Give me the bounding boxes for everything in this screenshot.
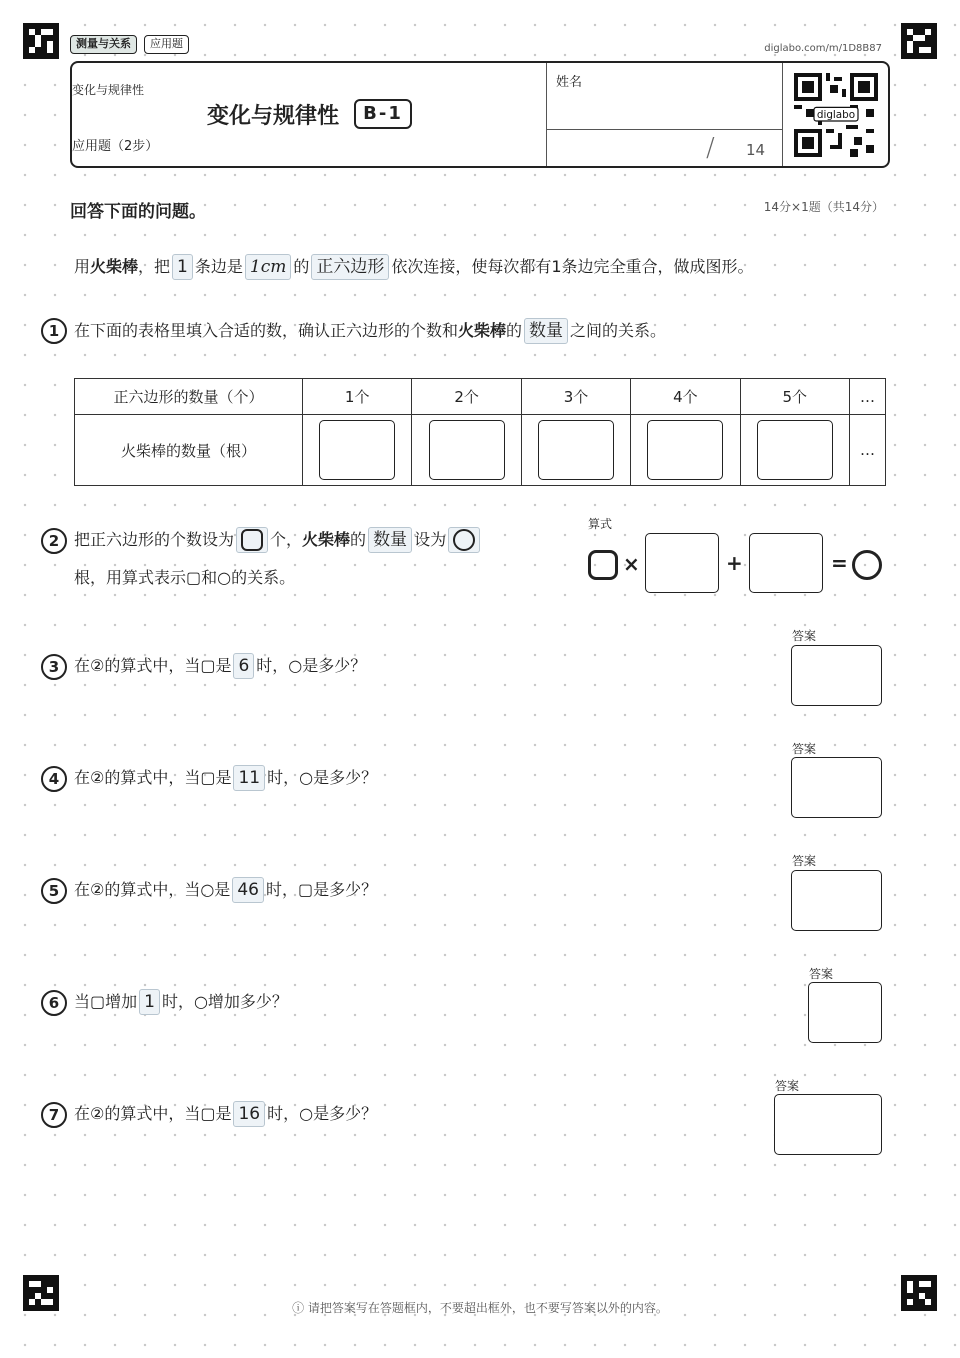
- question-3-text: 在②的算式中，当▢是 6 时，○是多少？: [74, 653, 366, 679]
- score-slash: /: [706, 133, 715, 163]
- hexagon-matchstick-table: [74, 378, 886, 486]
- instruction-heading: 回答下面的问题。: [70, 202, 206, 222]
- header-divider: [546, 63, 547, 166]
- question-4-text: 在②的算式中，当▢是 11 时，○是多少？: [74, 765, 377, 791]
- question-7-text: 在②的算式中，当▢是 16 时，○是多少？: [74, 1101, 377, 1127]
- highlight-value: 数量: [524, 318, 568, 344]
- question-number: 7: [41, 1102, 67, 1128]
- question-number: 4: [41, 766, 67, 792]
- answer-box[interactable]: [808, 982, 882, 1043]
- answer-cell[interactable]: [647, 420, 723, 480]
- question-6-text: 当▢增加 1 时，○增加多少？: [74, 989, 288, 1015]
- question-number: 6: [41, 990, 67, 1016]
- square-icon: [241, 529, 263, 551]
- question-2-text: 把正六边形的个数设为 个，火柴棒的 数量 设为: [74, 527, 482, 553]
- category-tag: 测量与关系: [70, 35, 137, 54]
- answer-cell[interactable]: [429, 420, 505, 480]
- question-1-text: 在下面的表格里填入合适的数，确认正六边形的个数和火柴棒的 数量 之间的关系。: [74, 318, 666, 344]
- worksheet-header: [70, 61, 890, 168]
- answer-box[interactable]: [791, 757, 882, 818]
- svg-text:diglabo: diglabo: [816, 108, 856, 121]
- question-number: 5: [41, 878, 67, 904]
- table-row: [75, 379, 886, 415]
- highlight-value: 1: [172, 254, 193, 280]
- answer-box[interactable]: [791, 870, 882, 931]
- plus-sign: +: [726, 551, 743, 575]
- column-header: 5个: [740, 379, 849, 415]
- answer-label: 答案: [792, 854, 817, 868]
- highlight-value: 6: [233, 653, 254, 679]
- formula-constant-box[interactable]: [749, 533, 823, 593]
- answer-box[interactable]: [774, 1094, 882, 1155]
- name-label: 姓名: [556, 75, 583, 90]
- column-header: 1个: [303, 379, 412, 415]
- page-title: 变化与规律性: [207, 104, 340, 129]
- answer-label: 答案: [792, 629, 817, 643]
- type-tag: 应用题: [144, 35, 189, 54]
- level-badge: B-1: [354, 99, 412, 129]
- highlight-value: 11: [233, 765, 265, 791]
- ellipsis: …: [850, 379, 886, 415]
- answer-cell[interactable]: [757, 420, 833, 480]
- equals-sign: =: [831, 551, 848, 575]
- row-header: 正六边形的数量（个）: [75, 379, 303, 415]
- answer-box[interactable]: [791, 645, 882, 706]
- times-sign: ×: [623, 552, 640, 576]
- worksheet-url: diglabo.com/m/1D8B87: [764, 43, 882, 54]
- answer-label: 答案: [775, 1079, 800, 1093]
- column-header: 2个: [412, 379, 521, 415]
- highlight-value: 正六边形: [311, 254, 389, 280]
- highlight-value: 1: [139, 989, 160, 1015]
- highlight-value: 46: [232, 877, 264, 903]
- question-2-text-cont: 根，用算式表示▢和○的关系。: [74, 568, 296, 587]
- row-header: 火柴棒的数量（根）: [75, 415, 303, 486]
- header-subtitle: 变化与规律性: [72, 83, 145, 97]
- column-header: 4个: [631, 379, 740, 415]
- corner-marker-top-left: [23, 23, 59, 59]
- header-divider: [782, 63, 783, 166]
- circle-symbol: [448, 527, 480, 553]
- square-symbol: [236, 527, 268, 553]
- qr-code-icon: [794, 73, 878, 157]
- square-icon: [588, 550, 618, 580]
- highlight-value: 1cm: [245, 254, 291, 280]
- ellipsis: …: [850, 415, 886, 486]
- answer-cell[interactable]: [319, 420, 395, 480]
- circle-icon: [453, 529, 475, 551]
- formula-coefficient-box[interactable]: [645, 533, 719, 593]
- question-number: 3: [41, 654, 67, 680]
- header-kind: 应用题（2步）: [72, 139, 159, 154]
- header-divider: [546, 129, 782, 130]
- question-number: 2: [41, 528, 67, 554]
- points-info: 14分×1题（共14分）: [763, 200, 884, 214]
- corner-marker-top-right: [901, 23, 937, 59]
- intro-text: 用火柴棒，把 1 条边是 1cm 的 正六边形 依次连接，使每次都有1条边完全重合，做成图形。: [74, 254, 754, 280]
- score-total: 14: [746, 141, 766, 159]
- formula-label: 算式: [588, 517, 613, 531]
- question-number: 1: [41, 318, 67, 344]
- answer-label: 答案: [792, 742, 817, 756]
- circle-icon: [852, 550, 882, 580]
- answer-cell[interactable]: [538, 420, 614, 480]
- column-header: 3个: [521, 379, 630, 415]
- footer-note: ⓘ 请把答案写在答题框内，不要超出框外，也不要写答案以外的内容。: [292, 1301, 668, 1315]
- answer-label: 答案: [809, 967, 834, 981]
- highlight-value: 16: [233, 1101, 265, 1127]
- table-row: [75, 415, 886, 486]
- question-5-text: 在②的算式中，当○是 46 时，▢是多少？: [74, 877, 377, 903]
- highlight-value: 数量: [368, 527, 412, 553]
